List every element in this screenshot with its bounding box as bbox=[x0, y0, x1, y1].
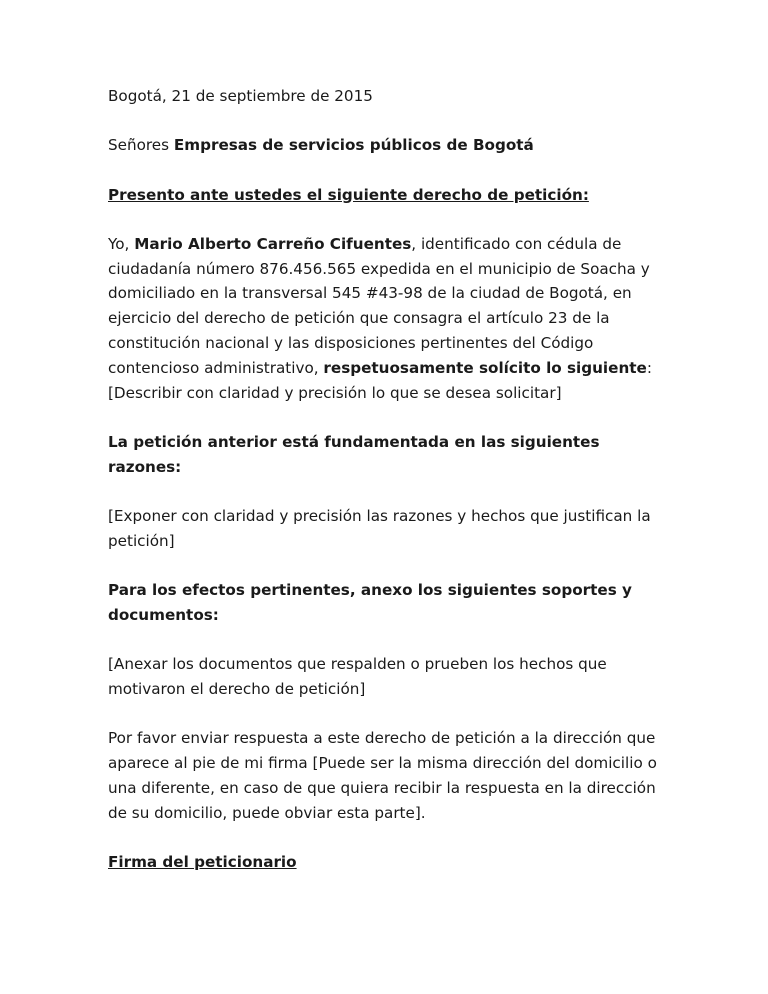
body-part-3: : bbox=[646, 358, 652, 377]
signature-heading bbox=[108, 850, 668, 875]
recipient-name: Empresas de servicios públicos de Bogotá bbox=[173, 136, 534, 155]
signature-heading-text: Firma del peticionario bbox=[108, 853, 297, 872]
annex-heading bbox=[108, 578, 668, 628]
response-paragraph: Por favor enviar respuesta a este derecho de petición a la dirección que aparece al pie de mi firma [Puede ser la misma dirección del domicilio o una diferente, en caso de que quiera recibir la respuesta en la dirección de su domicilio, puede obviar esta parte]. bbox=[108, 729, 657, 822]
request-phrase: respetuosamente solícito lo siguiente bbox=[323, 358, 647, 377]
intro-heading bbox=[108, 183, 668, 208]
body-part-2: , identificado con cédula de ciudadanía número 876.456.565 expedida en el municipio de Soacha y domiciliado en la transversal 545 #43-98 de la ciudad de Bogotá, en ejercicio del derecho de petición que consagra el artículo 23 de la constitución nacional y las disposiciones pertinentes del Código contencioso administrativo, bbox=[108, 234, 650, 377]
petition-body bbox=[108, 232, 668, 406]
reasons-heading-text: La petición anterior está fundamentada en las siguientes razones: bbox=[108, 432, 600, 476]
document-page bbox=[108, 84, 668, 899]
reasons-placeholder: [Exponer con claridad y precisión las razones y hechos que justifican la petición] bbox=[108, 507, 651, 550]
body-part-1: Yo, bbox=[108, 234, 135, 253]
recipient-line bbox=[108, 133, 668, 158]
recipient-prefix: Señores bbox=[108, 136, 174, 155]
request-placeholder: [Describir con claridad y precisión lo que se desea solicitar] bbox=[108, 383, 562, 402]
annex-placeholder: [Anexar los documentos que respalden o prueben los hechos que motivaron el derecho de petición] bbox=[108, 655, 607, 699]
letter-date: Bogotá, 21 de septiembre de 2015 bbox=[108, 87, 373, 105]
petitioner-name: Mario Alberto Carreño Cifuentes bbox=[134, 234, 412, 253]
intro-heading-text: Presento ante ustedes el siguiente derecho de petición: bbox=[108, 185, 589, 204]
reasons-heading bbox=[108, 430, 668, 480]
annex-heading-text: Para los efectos pertinentes, anexo los siguientes soportes y documentos: bbox=[108, 581, 632, 624]
